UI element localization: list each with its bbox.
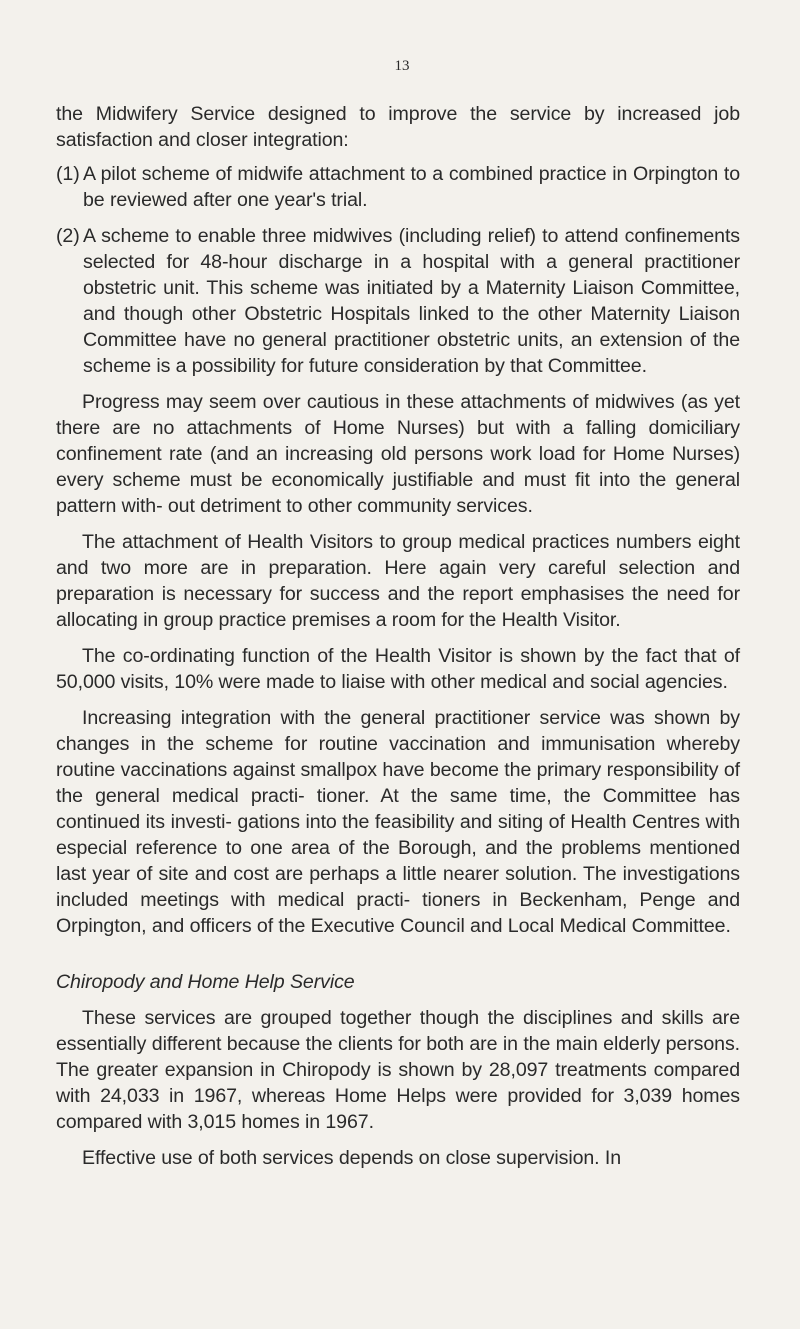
section-heading: Chiropody and Home Help Service: [56, 971, 355, 993]
list-item-text: A scheme to enable three midwives (including relief) to attend confinements selected for 48-hour discharge in a hospital with a general practitioner obstetric unit. This scheme was initiated by a Maternity Liaison Committee, and though other Obstetric Hospitals linked to the other Maternity Liaison Committee have no general practitioner obstetric units, an extension of the scheme is a possibility for future consideration by that Committee.: [83, 225, 740, 377]
paragraph-integration: Increasing integration with the general practitioner service was shown by changes in the scheme for routine vaccination and immunisation whereby routine vaccinations against smallpox have become the primary responsibility of the general medical practi- tioner. At the same time, the Committee has continued its investi- gations into the feasibility and siting of Health Centres with especial reference to one area of the Borough, and the problems mentioned last year of site and cost are perhaps a little nearer solution. The investigations included meetings with medical practi- tioners in Beckenham, Penge and Orpington, and officers of the Executive Council and Local Medical Committee.: [56, 707, 740, 937]
list-item-number: (2): [56, 225, 80, 247]
list-item-number: (1): [56, 163, 80, 185]
list-item-text: A pilot scheme of midwife attachment to a combined practice in Orpington to be reviewed after one year's trial.: [83, 163, 740, 211]
paragraph-services-grouped: These services are grouped together though the disciplines and skills are essentially different because the clients for both are in the main elderly persons. The greater expansion in Chiropody is shown by 28,097 treatments compared with 24,033 in 1967, whereas Home Helps were provided for 3,039 homes compared with 3,015 homes in 1967.: [56, 1007, 740, 1133]
paragraph-progress: Progress may seem over cautious in these attachments of midwives (as yet there are no attachments of Home Nurses) but with a falling domiciliary confinement rate (and an increasing old persons work load for Home Nurses) every scheme must be economically justifiable and must fit into the general pattern with- out detriment to other community services.: [56, 391, 740, 517]
body-text: [56, 101, 740, 1171]
intro-paragraph: the Midwifery Service designed to improve the service by increased job satisfaction and closer integration:: [56, 103, 740, 151]
page-number: 13: [394, 58, 410, 74]
paragraph-supervision: Effective use of both services depends on close supervision. In: [82, 1147, 622, 1169]
paragraph-health-visitors: The attachment of Health Visitors to group medical practices numbers eight and two more are in preparation. Here again very careful selection and preparation is necessary for success and the report emphasises the need for allocating in group practice premises a room for the Health Visitor.: [56, 531, 740, 631]
paragraph-coordinating-function: The co-ordinating function of the Health Visitor is shown by the fact that of 50,000 visits, 10% were made to liaise with other medical and social agencies.: [56, 645, 740, 693]
list-item-2: [56, 223, 740, 379]
list-item-1: [56, 161, 740, 213]
